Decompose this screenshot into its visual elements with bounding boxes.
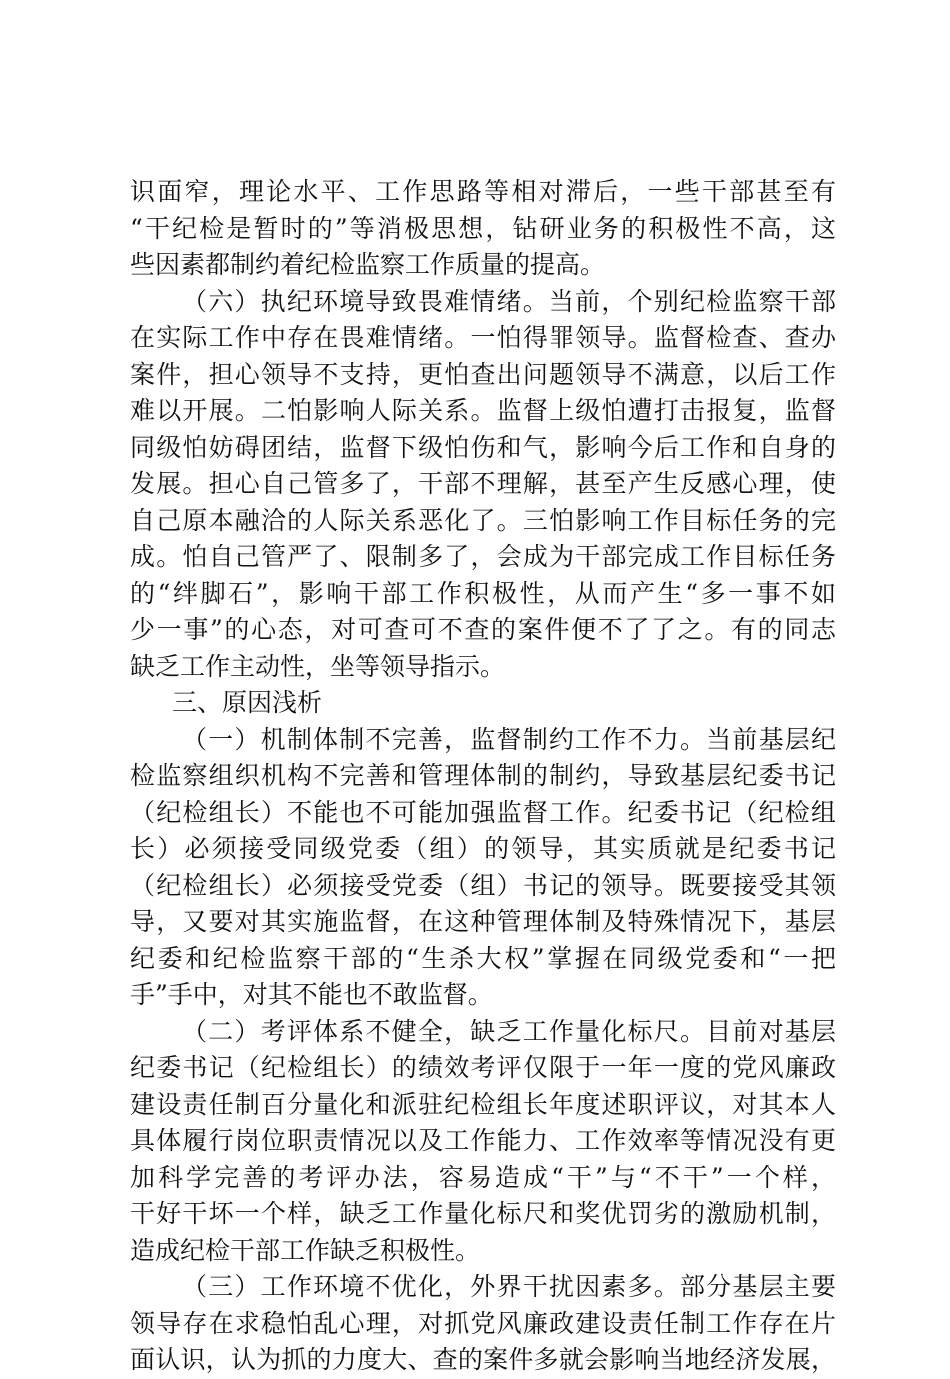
text-line: 加科学完善的考评办法，容易造成“干”与“不干”一个样， <box>130 1162 836 1192</box>
text-line: 些因素都制约着纪检监察工作质量的提高。 <box>130 250 606 279</box>
text-line: 识面窄，理论水平、工作思路等相对滞后，一些干部甚至有 <box>130 177 836 206</box>
section-heading: 三、原因浅析 <box>172 688 323 717</box>
text-line: 检监察组织机构不完善和管理体制的制约，导致基层纪委书记 <box>130 761 836 790</box>
text-line: 少一事”的心态，对可查可不查的案件便不了了之。有的同志 <box>130 615 836 644</box>
text-line: 的“绊脚石”，影响干部工作积极性，从而产生“多一事不如 <box>130 578 836 608</box>
text-line: 干好干坏一个样，缺乏工作量化标尺和奖优罚劣的激励机制， <box>130 1199 836 1228</box>
text-line: 发展。担心自己管多了，干部不理解，甚至产生反感心理，使 <box>130 469 836 498</box>
text-line: 导，又要对其实施监督，在这种管理体制及特殊情况下，基层 <box>130 907 836 936</box>
text-line: 难以开展。二怕影响人际关系。监督上级怕遭打击报复，监督 <box>130 396 836 425</box>
paragraph-start-line: （二）考评体系不健全，缺乏工作量化标尺。目前对基层 <box>182 1016 836 1046</box>
paragraph-start-line: （六）执纪环境导致畏难情绪。当前，个别纪检监察干部 <box>182 286 836 316</box>
text-line: 纪委书记（纪检组长）的绩效考评仅限于一年一度的党风廉政 <box>130 1053 836 1082</box>
text-line: 领导存在求稳怕乱心理，对抓党风廉政建设责任制工作存在片 <box>130 1308 836 1338</box>
text-line: 在实际工作中存在畏难情绪。一怕得罪领导。监督检查、查办 <box>130 323 836 352</box>
text-line: 同级怕妨碍团结，监督下级怕伤和气，影响今后工作和自身的 <box>130 432 836 462</box>
text-line: 纪委和纪检监察干部的“生杀大权”掌握在同级党委和“一把 <box>130 943 836 973</box>
text-line: 缺乏工作主动性，坐等领导指示。 <box>130 651 506 681</box>
text-line: 造成纪检干部工作缺乏积极性。 <box>130 1235 481 1265</box>
text-line: 建设责任制百分量化和派驻纪检组长年度述职评议，对其本人 <box>130 1089 836 1119</box>
text-line: 长）必须接受同级党委（组）的领导，其实质就是纪委书记 <box>130 834 836 863</box>
text-line: 案件，担心领导不支持，更怕查出问题领导不满意，以后工作 <box>130 359 836 389</box>
text-line: （纪检组长）不能也不可能加强监督工作。纪委书记（纪检组 <box>130 797 836 827</box>
document-body <box>130 174 836 1379</box>
text-line: 手”手中，对其不能也不敢监督。 <box>130 980 493 1009</box>
text-line: 具体履行岗位职责情况以及工作能力、工作效率等情况没有更 <box>130 1126 836 1155</box>
text-line: （纪检组长）必须接受党委（组）书记的领导。既要接受其领 <box>130 870 836 900</box>
text-line: 自己原本融洽的人际关系恶化了。三怕影响工作目标任务的完 <box>130 505 836 535</box>
text-line: 面认识，认为抓的力度大、查的案件多就会影响当地经济发展， <box>130 1345 836 1374</box>
paragraph-start-line: （一）机制体制不完善，监督制约工作不力。当前基层纪 <box>182 724 836 754</box>
text-line: 成。怕自己管严了、限制多了，会成为干部完成工作目标任务 <box>130 542 836 571</box>
text-line: “干纪检是暂时的”等消极思想，钻研业务的积极性不高，这 <box>130 213 836 243</box>
paragraph-start-line: （三）工作环境不优化，外界干扰因素多。部分基层主要 <box>182 1272 836 1301</box>
